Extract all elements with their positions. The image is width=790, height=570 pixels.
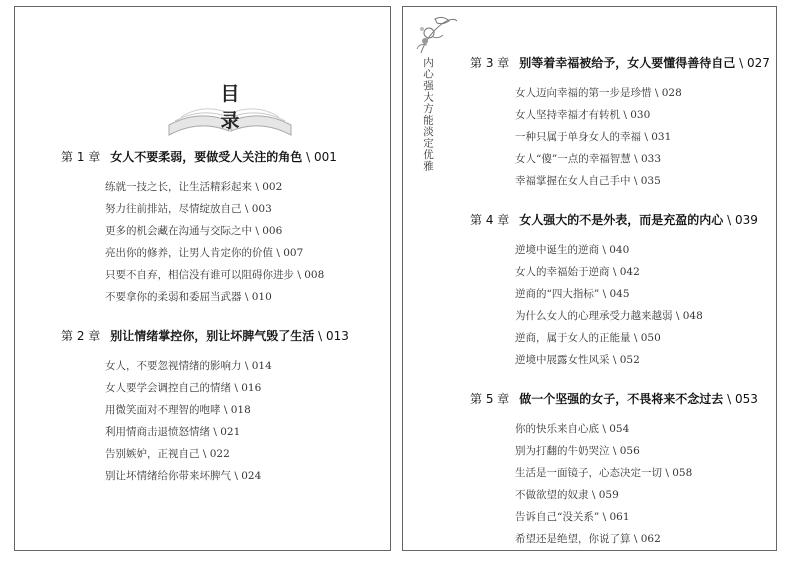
toc-item-text: 女人坚持幸福才有转机 xyxy=(515,109,620,121)
toc-item[interactable] xyxy=(105,267,324,282)
toc-item[interactable] xyxy=(105,179,282,194)
toc-item[interactable] xyxy=(105,201,272,216)
toc-item-text: 练就一技之长，让生活精彩起来 xyxy=(105,181,252,193)
toc-item[interactable] xyxy=(105,468,261,483)
toc-item[interactable] xyxy=(105,402,251,417)
toc-item[interactable] xyxy=(515,129,671,144)
toc-item[interactable] xyxy=(515,308,703,323)
toc-item-text: 为什么女人的心理承受力越来越弱 xyxy=(515,310,673,322)
toc-item-page: \ 033 xyxy=(634,153,662,165)
chapter-page: \ 027 xyxy=(739,56,770,70)
toc-item[interactable] xyxy=(105,358,272,373)
toc-item[interactable] xyxy=(515,85,682,100)
toc-item-text: 逆境中展露女性风采 xyxy=(515,354,610,366)
toc-item[interactable] xyxy=(105,245,303,260)
toc-item-page: \ 058 xyxy=(665,467,693,479)
toc-item-text: 女人，不要忽视情绪的影响力 xyxy=(105,360,242,372)
toc-item-page: \ 059 xyxy=(591,489,619,501)
chapter-number: 第 5 章 xyxy=(470,392,510,406)
toc-item-page: \ 002 xyxy=(255,181,283,193)
chapter-number: 第 3 章 xyxy=(470,56,510,70)
toc-item-page: \ 056 xyxy=(612,445,640,457)
toc-item-page: \ 022 xyxy=(202,448,230,460)
toc-item[interactable] xyxy=(515,443,640,458)
toc-item-text: 不要拿你的柔弱和委屈当武器 xyxy=(105,291,242,303)
toc-item-text: 逆商，属于女人的正能量 xyxy=(515,332,631,344)
toc-item-text: 只要不自弃，相信没有谁可以阻碍你进步 xyxy=(105,269,294,281)
toc-item[interactable] xyxy=(515,352,640,367)
toc-item-page: \ 007 xyxy=(276,247,304,259)
toc-item-text: 用微笑面对不理智的咆哮 xyxy=(105,404,221,416)
toc-item-text: 希望还是绝望，你说了算 xyxy=(515,533,631,545)
toc-item-text: 利用情商击退愤怒情绪 xyxy=(105,426,210,438)
toc-heading xyxy=(165,69,295,139)
left-page xyxy=(14,6,391,551)
toc-item-text: 一种只属于单身女人的幸福 xyxy=(515,131,641,143)
toc-item[interactable] xyxy=(515,151,661,166)
toc-item[interactable] xyxy=(515,173,661,188)
chapter-1-heading[interactable] xyxy=(61,148,337,165)
chapter-number: 第 1 章 xyxy=(61,150,101,164)
toc-item-text: 告别嫉妒，正视自己 xyxy=(105,448,200,460)
toc-item[interactable] xyxy=(515,286,630,301)
chapter-name: 别等着幸福被给予，女人要懂得善待自己 xyxy=(519,56,736,70)
toc-item-page: \ 045 xyxy=(602,288,630,300)
toc-item-text: 努力往前排站，尽情绽放自己 xyxy=(105,203,242,215)
chapter-name: 做一个坚强的女子，不畏将来不念过去 xyxy=(519,392,724,406)
toc-item-page: \ 018 xyxy=(223,404,251,416)
toc-item-page: \ 016 xyxy=(234,382,262,394)
vertical-book-title: 内心强大方能淡定优雅 xyxy=(422,57,434,172)
toc-item-text: 告诉自己“没关系” xyxy=(515,511,600,523)
toc-item-page: \ 006 xyxy=(255,225,283,237)
toc-item-page: \ 040 xyxy=(602,244,630,256)
chapter-name: 女人不要柔弱，要做受人关注的角色 xyxy=(110,150,303,164)
toc-item-text: 生活是一面镜子，心态决定一切 xyxy=(515,467,662,479)
chapter-4-heading[interactable] xyxy=(470,211,758,228)
right-page xyxy=(402,6,777,551)
toc-item[interactable] xyxy=(515,107,650,122)
toc-item-page: \ 062 xyxy=(633,533,661,545)
chapter-page: \ 001 xyxy=(306,150,337,164)
toc-item-text: 女人迈向幸福的第一步是珍惜 xyxy=(515,87,652,99)
toc-item[interactable] xyxy=(515,509,630,524)
toc-item[interactable] xyxy=(515,465,692,480)
toc-item-page: \ 048 xyxy=(675,310,703,322)
chapter-3-heading[interactable] xyxy=(470,54,770,71)
chapter-page: \ 013 xyxy=(318,329,349,343)
toc-item-text: 更多的机会藏在沟通与交际之中 xyxy=(105,225,252,237)
toc-item-page: \ 008 xyxy=(297,269,325,281)
toc-item-page: \ 030 xyxy=(623,109,651,121)
toc-item[interactable] xyxy=(105,380,261,395)
chapter-name: 女人强大的不是外表，而是充盈的内心 xyxy=(519,213,724,227)
toc-item-text: 女人的幸福始于逆商 xyxy=(515,266,610,278)
toc-item-page: \ 035 xyxy=(633,175,661,187)
toc-item-text: 女人要学会调控自己的情绪 xyxy=(105,382,231,394)
toc-item-page: \ 003 xyxy=(244,203,272,215)
chapter-2-heading[interactable] xyxy=(61,327,349,344)
toc-item[interactable] xyxy=(515,242,629,257)
toc-item-text: 别为打翻的牛奶哭泣 xyxy=(515,445,610,457)
toc-item[interactable] xyxy=(515,264,640,279)
chapter-page: \ 053 xyxy=(727,392,758,406)
toc-item[interactable] xyxy=(105,424,240,439)
toc-item-page: \ 054 xyxy=(602,423,630,435)
toc-item[interactable] xyxy=(105,223,282,238)
toc-title: 目 录 xyxy=(220,83,250,132)
toc-item-text: 别让坏情绪给你带来坏脾气 xyxy=(105,470,231,482)
toc-item-text: 亮出你的修养，让男人肯定你的价值 xyxy=(105,247,273,259)
chapter-name: 别让情绪掌控你，别让坏脾气毁了生活 xyxy=(110,329,315,343)
chapter-5-heading[interactable] xyxy=(470,390,758,407)
toc-item-page: \ 014 xyxy=(244,360,272,372)
toc-item-text: 你的快乐来自心底 xyxy=(515,423,599,435)
toc-item-page: \ 061 xyxy=(602,511,630,523)
toc-item-page: \ 052 xyxy=(612,354,640,366)
chapter-number: 第 4 章 xyxy=(470,213,510,227)
flower-illustration-icon xyxy=(413,13,461,57)
toc-item-page: \ 050 xyxy=(633,332,661,344)
toc-item-page: \ 031 xyxy=(644,131,672,143)
toc-item-page: \ 021 xyxy=(213,426,241,438)
toc-item-text: 幸福掌握在女人自己手中 xyxy=(515,175,631,187)
toc-item[interactable] xyxy=(105,446,230,461)
toc-item[interactable] xyxy=(515,531,661,546)
chapter-number: 第 2 章 xyxy=(61,329,101,343)
chapter-page: \ 039 xyxy=(727,213,758,227)
toc-item[interactable] xyxy=(515,421,629,436)
toc-item-text: 不做欲望的奴隶 xyxy=(515,489,589,501)
toc-item[interactable] xyxy=(515,330,661,345)
toc-item-page: \ 028 xyxy=(654,87,682,99)
toc-item[interactable] xyxy=(515,487,619,502)
toc-item-text: 逆商的“四大指标” xyxy=(515,288,600,300)
toc-item-page: \ 042 xyxy=(612,266,640,278)
toc-item-page: \ 010 xyxy=(244,291,272,303)
toc-item[interactable] xyxy=(105,289,272,304)
toc-item-text: 逆境中诞生的逆商 xyxy=(515,244,599,256)
toc-item-page: \ 024 xyxy=(234,470,262,482)
toc-item-text: 女人“傻”一点的幸福智慧 xyxy=(515,153,631,165)
